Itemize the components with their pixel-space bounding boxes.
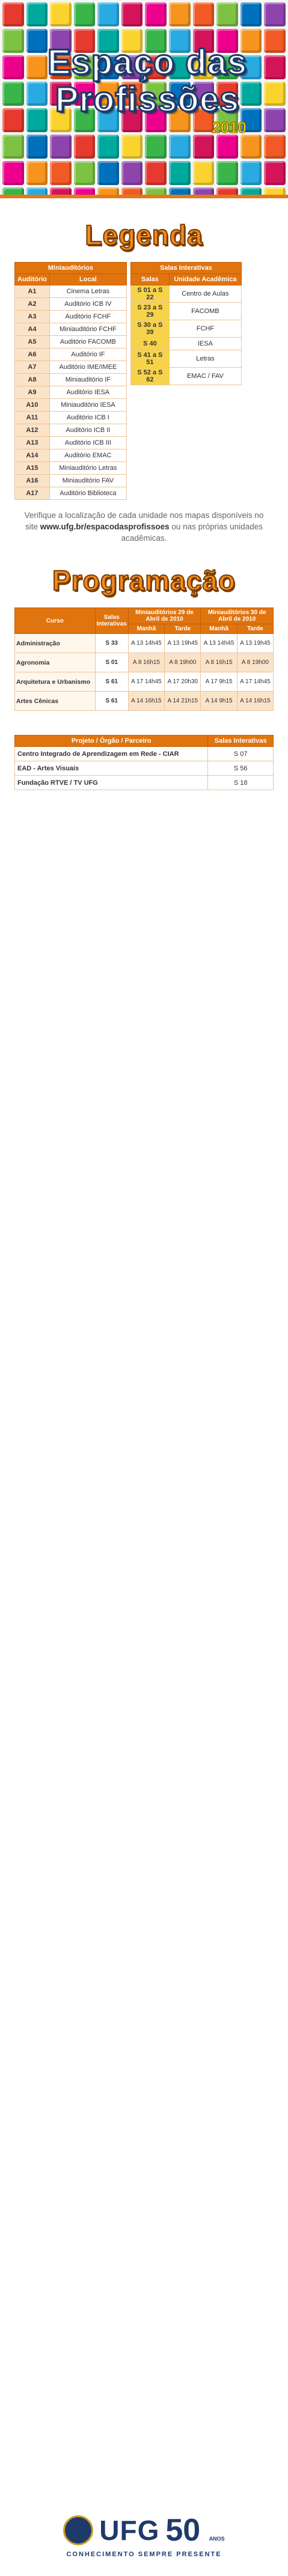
legend-row <box>15 412 127 424</box>
legend-sigla: A17 <box>15 487 50 500</box>
col-manha-2: Manhã <box>201 624 237 634</box>
cube-tile <box>145 161 167 185</box>
course-name: Artes Cênicas <box>15 692 96 711</box>
legend-row <box>15 424 127 437</box>
slot-29-tarde: A 14 21h15 <box>165 692 201 711</box>
legend-local: Auditório Biblioteca <box>49 487 126 500</box>
miniauditorios-header: Miniauditórios <box>15 263 127 274</box>
project-row <box>15 761 274 776</box>
salas-row <box>130 350 241 368</box>
cube-tile <box>2 161 24 185</box>
legend-sigla: A2 <box>15 298 50 311</box>
legend-sigla: A11 <box>15 412 50 424</box>
legend-local: Auditório EMAC <box>49 449 126 462</box>
legend-row <box>15 374 127 386</box>
legend-sigla: A15 <box>15 462 50 475</box>
legend-sigla: A7 <box>15 361 50 374</box>
cube-tile <box>50 2 72 26</box>
legend-row <box>15 449 127 462</box>
legend-row <box>15 336 127 349</box>
salas-unidade: FACOMB <box>169 303 241 320</box>
salas-header: Salas Interativas <box>130 263 241 274</box>
legend-sigla: A13 <box>15 437 50 449</box>
ufg-wordmark: UFG <box>99 2515 160 2546</box>
legend-local: Miniauditório FCHF <box>49 323 126 336</box>
legend-local: Auditório IME/IMEE <box>49 361 126 374</box>
legend-local: Auditório ICB III <box>49 437 126 449</box>
col-projeto: Projeto / Órgão / Parceiro <box>15 735 208 747</box>
cube-tile <box>216 2 238 26</box>
legend-local: Auditório FCHF <box>49 311 126 323</box>
legend-sigla: A10 <box>15 399 50 412</box>
salas-range: S 01 a S 22 <box>130 285 169 303</box>
slot-29-tarde: A 8 19h00 <box>165 653 201 672</box>
slot-30-tarde: A 14 16h15 <box>237 692 273 711</box>
legend-sigla: A6 <box>15 349 50 361</box>
legend-row <box>15 285 127 298</box>
salas-row <box>130 285 241 303</box>
legend-row <box>15 487 127 500</box>
schedule-title: Programação <box>52 565 236 596</box>
event-title <box>42 36 253 144</box>
cube-tile <box>121 2 143 26</box>
legend-row <box>15 323 127 336</box>
slot-30-tarde: A 13 19h45 <box>237 634 273 653</box>
salas-unidade: IESA <box>169 338 241 350</box>
slot-29-manha: A 8 16h15 <box>128 653 165 672</box>
cube-tile <box>264 55 286 79</box>
salas-interativas-table <box>130 262 242 385</box>
course-sala: S 61 <box>95 672 128 692</box>
legend-local: Miniauditório FAV <box>49 475 126 487</box>
salas-range: S 40 <box>130 338 169 350</box>
cube-tile <box>2 135 24 159</box>
cube-tile <box>241 2 262 26</box>
anniversary-mark <box>165 2512 224 2548</box>
legend-row <box>15 437 127 449</box>
slot-29-manha: A 14 16h15 <box>128 692 165 711</box>
legend-local: Auditório ICB I <box>49 412 126 424</box>
project-sala: S 56 <box>208 761 274 776</box>
legend-row <box>15 386 127 399</box>
tagline: CONHECIMENTO SEMPRE PRESENTE <box>66 2551 222 2558</box>
col-tarde-2: Tarde <box>237 624 273 634</box>
project-name: EAD - Artes Visuais <box>15 761 208 776</box>
ufg-logo <box>63 2512 224 2548</box>
legend-local: Auditório FACOMB <box>49 336 126 349</box>
legend-row <box>15 311 127 323</box>
legend-local: Auditório ICB II <box>49 424 126 437</box>
cube-tile <box>121 161 143 185</box>
legend-row <box>15 349 127 361</box>
salas-unidade: Centro de Aulas <box>169 285 241 303</box>
col-unidade: Unidade Acadêmica <box>169 274 241 285</box>
cube-tile <box>74 161 96 185</box>
legend-sigla: A14 <box>15 449 50 462</box>
legend-sigla: A4 <box>15 323 50 336</box>
legend-sigla: A16 <box>15 475 50 487</box>
col-curso: Curso <box>15 608 96 634</box>
note-link[interactable]: www.ufg.br/espacodasprofissoes <box>40 522 170 531</box>
col-local: Local <box>49 274 126 285</box>
note-text-post: ou nas próprias unidades acadêmicas. <box>121 522 263 543</box>
cube-tile <box>2 55 24 79</box>
legend-row <box>15 399 127 412</box>
salas-unidade: EMAC / FAV <box>169 368 241 385</box>
col-salas-interativas: Salas Interativas <box>95 608 128 634</box>
title-year: 2010 <box>212 118 247 136</box>
legend-row <box>15 462 127 475</box>
salas-unidade: Letras <box>169 350 241 368</box>
ufg-seal-icon <box>63 2515 93 2545</box>
cube-tile <box>264 82 286 106</box>
footer <box>0 2512 288 2558</box>
anniversary-sub: ANOS <box>209 2536 225 2542</box>
course-name: Administração <box>15 634 96 653</box>
cube-tile <box>241 161 262 185</box>
cube-tile <box>2 108 24 132</box>
header-divider <box>0 195 288 198</box>
legend-local: Miniauditório IESA <box>49 399 126 412</box>
header-banner <box>0 0 288 198</box>
col-group-30-abril: Miniauditórios 30 de Abril de 2010 <box>201 608 274 624</box>
salas-range: S 23 a S 29 <box>130 303 169 320</box>
legend-local: Cinema Letras <box>49 285 126 298</box>
course-name: Arquitetura e Urbanismo <box>15 672 96 692</box>
projects-table <box>14 735 274 790</box>
salas-unidade: FCHF <box>169 320 241 338</box>
miniauditorios-table <box>14 262 127 500</box>
salas-row <box>130 320 241 338</box>
slot-30-manha: A 8 16h15 <box>201 653 237 672</box>
project-sala: S 07 <box>208 747 274 761</box>
slot-29-manha: A 13 14h45 <box>128 634 165 653</box>
slot-29-tarde: A 17 20h30 <box>165 672 201 692</box>
title-line-1: Espaço das <box>47 42 248 82</box>
cube-tile <box>264 108 286 132</box>
slot-30-manha: A 13 14h45 <box>201 634 237 653</box>
salas-range: S 41 a S 51 <box>130 350 169 368</box>
salas-range: S 30 a S 39 <box>130 320 169 338</box>
slot-30-manha: A 17 9h15 <box>201 672 237 692</box>
legend-tables <box>14 262 274 500</box>
col-projeto-sala: Salas Interativas <box>208 735 274 747</box>
course-sala: S 01 <box>95 653 128 672</box>
slot-30-manha: A 14 9h15 <box>201 692 237 711</box>
cube-tile <box>2 2 24 26</box>
cube-tile <box>2 29 24 53</box>
cube-tile <box>264 2 286 26</box>
cube-tile <box>50 161 72 185</box>
course-sala: S 33 <box>95 634 128 653</box>
salas-row <box>130 303 241 320</box>
legend-local: Auditório IESA <box>49 386 126 399</box>
cube-tile <box>2 82 24 106</box>
project-name: Fundação RTVE / TV UFG <box>15 776 208 790</box>
cube-tile <box>26 2 48 26</box>
col-auditorio: Auditório <box>15 274 50 285</box>
legend-row <box>15 298 127 311</box>
project-row <box>15 747 274 761</box>
legend-row <box>15 475 127 487</box>
course-sala: S 61 <box>95 692 128 711</box>
title-line-2: Profissões <box>55 79 240 119</box>
project-name: Centro Integrado de Aprendizagem em Rede - CIAR <box>15 747 208 761</box>
cube-tile <box>97 2 119 26</box>
schedule-row <box>15 653 274 672</box>
cube-tile <box>145 2 167 26</box>
legend-local: Auditório ICB IV <box>49 298 126 311</box>
slot-30-tarde: A 17 14h45 <box>237 672 273 692</box>
legend-title: Legenda <box>85 219 203 251</box>
col-tarde-1: Tarde <box>165 624 201 634</box>
col-manha-1: Manhã <box>128 624 165 634</box>
cube-tile <box>193 2 215 26</box>
project-sala: S 18 <box>208 776 274 790</box>
cube-tile <box>264 29 286 53</box>
anniversary-number: 50 <box>165 2513 201 2548</box>
cube-tile <box>193 161 215 185</box>
cube-tile <box>216 161 238 185</box>
legend-sigla: A5 <box>15 336 50 349</box>
legend-local: Miniauditório IF <box>49 374 126 386</box>
cube-tile <box>74 2 96 26</box>
slot-29-tarde: A 13 19h45 <box>165 634 201 653</box>
project-row <box>15 776 274 790</box>
cube-tile <box>169 161 191 185</box>
legend-row <box>15 361 127 374</box>
legend-sigla: A9 <box>15 386 50 399</box>
legend-sigla: A8 <box>15 374 50 386</box>
cube-tile <box>169 2 191 26</box>
col-group-29-abril: Miniauditórios 29 de Abril de 2010 <box>128 608 201 624</box>
cube-tile <box>97 161 119 185</box>
col-salas: Salas <box>130 274 169 285</box>
note-text-pre: Verifique a localização de cada unidade nos mapas disponíveis no site <box>24 511 264 531</box>
slot-29-manha: A 17 14h45 <box>128 672 165 692</box>
slot-30-tarde: A 8 19h00 <box>237 653 273 672</box>
cube-tile <box>26 161 48 185</box>
schedule-table <box>14 607 274 711</box>
cube-tile <box>264 161 286 185</box>
course-name: Agronomia <box>15 653 96 672</box>
legend-note <box>19 510 269 544</box>
legend-local: Auditório IF <box>49 349 126 361</box>
legend-local: Miniauditório Letras <box>49 462 126 475</box>
salas-row <box>130 368 241 385</box>
legend-sigla: A12 <box>15 424 50 437</box>
cube-tile <box>264 135 286 159</box>
legend-sigla: A3 <box>15 311 50 323</box>
schedule-row <box>15 634 274 653</box>
legend-sigla: A1 <box>15 285 50 298</box>
salas-row <box>130 338 241 350</box>
schedule-row <box>15 692 274 711</box>
salas-range: S 52 a S 62 <box>130 368 169 385</box>
schedule-row <box>15 672 274 692</box>
